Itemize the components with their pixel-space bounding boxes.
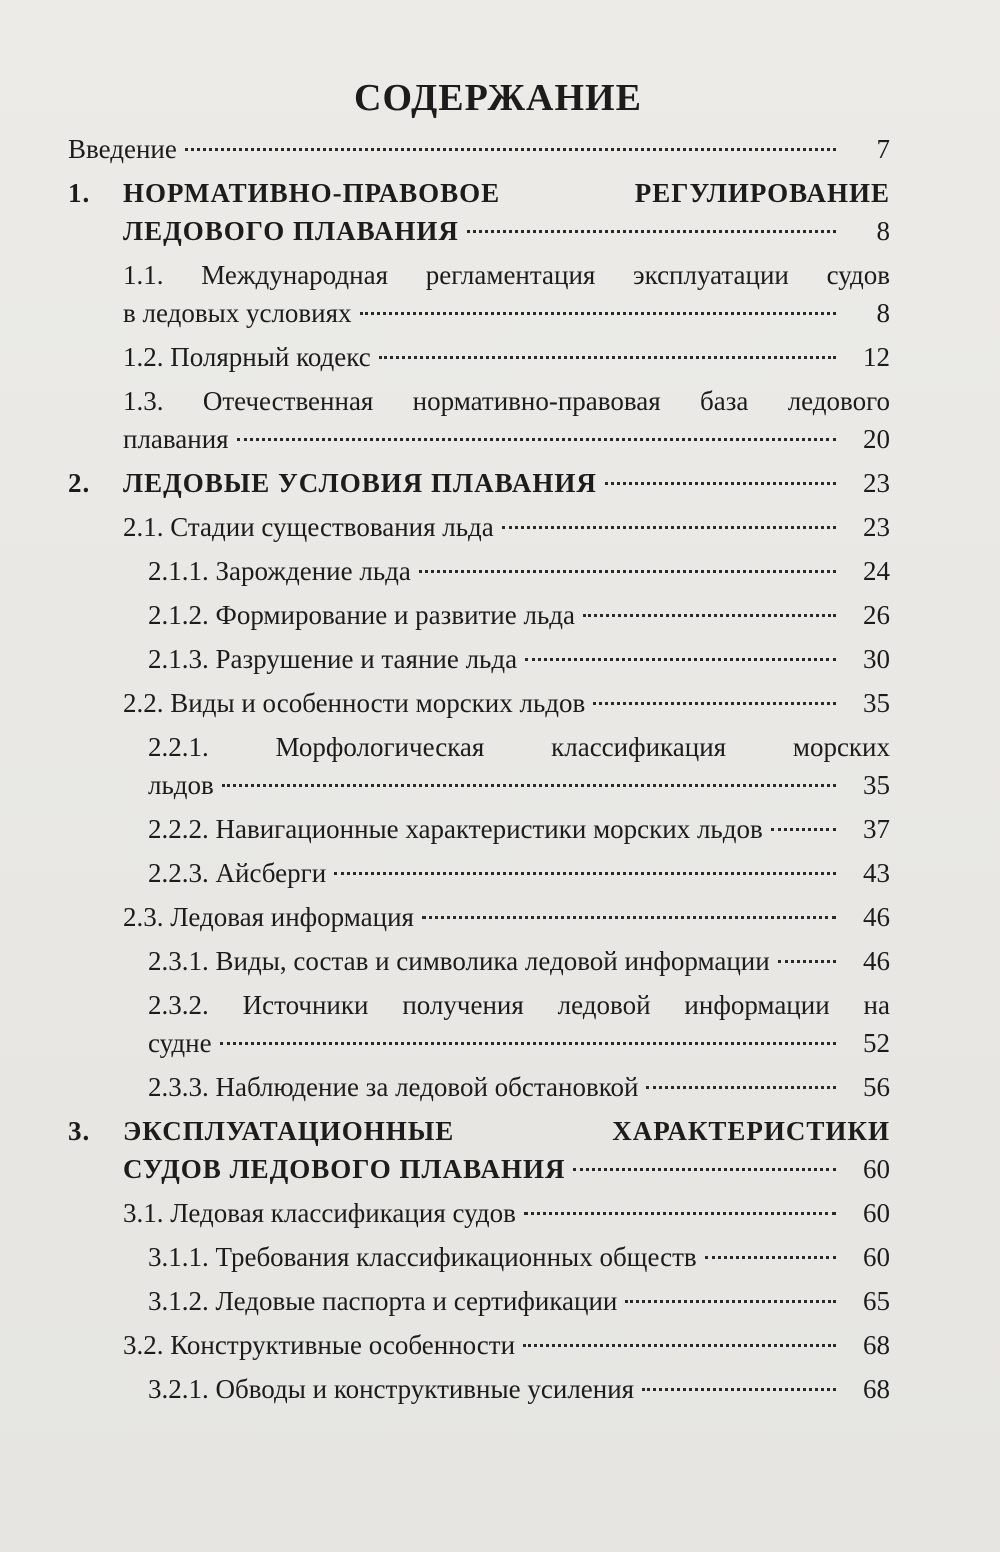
toc-entry-text: СУДОВ ЛЕДОВОГО ПЛАВАНИЯ xyxy=(123,1154,566,1184)
toc-entry xyxy=(68,1194,890,1232)
toc-entry-text: Введение xyxy=(68,134,177,164)
dot-leader xyxy=(334,872,836,875)
dot-leader xyxy=(502,526,836,529)
toc-entry xyxy=(68,338,890,376)
toc-entry-text: 3.2.1. Обводы и конструктивные усиления xyxy=(148,1374,635,1404)
toc-entry xyxy=(68,1068,890,1106)
dot-leader xyxy=(523,1344,836,1347)
toc-entry xyxy=(68,508,890,546)
toc-page-number: 8 xyxy=(876,298,890,328)
toc-page-number: 56 xyxy=(863,1072,890,1102)
dot-leader xyxy=(525,658,836,661)
toc-page-number: 12 xyxy=(863,342,890,372)
dot-leader xyxy=(222,784,836,787)
dot-leader xyxy=(524,1212,836,1215)
toc-page-number: 7 xyxy=(876,134,890,164)
toc-entry xyxy=(68,1326,890,1364)
dot-leader xyxy=(573,1168,836,1171)
toc-entry-text-line1: 2.2.1. Морфологическая классификация морских xyxy=(148,732,890,762)
page-title: СОДЕРЖАНИЕ xyxy=(354,77,642,119)
dot-leader xyxy=(705,1256,836,1259)
toc-entry-text: 3.1. Ледовая классификация судов xyxy=(123,1198,516,1228)
toc-page-number: 68 xyxy=(863,1374,890,1404)
toc-entry-text-line1: ЭКСПЛУАТАЦИОННЫЕ ХАРАКТЕРИСТИКИ xyxy=(123,1116,890,1146)
toc-page-number: 23 xyxy=(863,512,890,542)
toc-entry xyxy=(68,942,890,980)
table-of-contents xyxy=(68,130,890,1408)
toc-page-number: 60 xyxy=(863,1242,890,1272)
toc-entry xyxy=(68,986,890,1062)
toc-chapter-number: 2. xyxy=(68,468,91,498)
toc-entry xyxy=(68,1370,890,1408)
dot-leader xyxy=(605,482,836,485)
toc-page-number: 20 xyxy=(863,424,890,454)
dot-leader xyxy=(625,1300,836,1303)
dot-leader xyxy=(642,1388,836,1391)
toc-page-number: 46 xyxy=(863,946,890,976)
toc-entry-text: льдов xyxy=(148,770,214,800)
toc-entry-text: 2.2.3. Айсберги xyxy=(148,858,327,888)
toc-entry xyxy=(68,1238,890,1276)
toc-entry-text: 2.1. Стадии существования льда xyxy=(123,512,494,542)
toc-entry-text: 2.3.1. Виды, состав и символика ледовой информации xyxy=(148,946,770,976)
toc-entry-text: 2.2. Виды и особенности морских льдов xyxy=(123,688,586,718)
toc-entry-text: ЛЕДОВОГО ПЛАВАНИЯ xyxy=(123,216,459,246)
toc-entry-text: 2.1.1. Зарождение льда xyxy=(148,556,411,586)
toc-page-number: 26 xyxy=(863,600,890,630)
dot-leader xyxy=(646,1086,836,1089)
toc-chapter-number: 1. xyxy=(68,178,91,208)
toc-entry xyxy=(68,130,890,168)
toc-entry xyxy=(68,810,890,848)
toc-page-number: 35 xyxy=(863,688,890,718)
toc-chapter-number: 3. xyxy=(68,1116,91,1146)
dot-leader xyxy=(583,614,836,617)
toc-entry-text: судне xyxy=(148,1028,212,1058)
toc-entry-text: 2.3.3. Наблюдение за ледовой обстановкой xyxy=(148,1072,639,1102)
toc-entry xyxy=(68,640,890,678)
toc-page-number: 60 xyxy=(863,1198,890,1228)
toc-page-number: 35 xyxy=(863,770,890,800)
toc-page-number: 43 xyxy=(863,858,890,888)
toc-entry-text-line1: НОРМАТИВНО-ПРАВОВОЕ РЕГУЛИРОВАНИЕ xyxy=(123,178,890,208)
dot-leader xyxy=(379,356,836,359)
dot-leader xyxy=(360,312,836,315)
dot-leader xyxy=(778,960,836,963)
toc-page-number: 23 xyxy=(863,468,890,498)
dot-leader xyxy=(237,438,836,441)
toc-entry-text: в ледовых условиях xyxy=(123,298,352,328)
toc-entry xyxy=(68,256,890,332)
toc-entry-text: 2.3. Ледовая информация xyxy=(123,902,414,932)
toc-entry xyxy=(68,854,890,892)
toc-entry-text: 3.2. Конструктивные особенности xyxy=(123,1330,516,1360)
toc-entry xyxy=(68,898,890,936)
dot-leader xyxy=(185,148,836,151)
toc-entry xyxy=(68,552,890,590)
toc-entry xyxy=(68,684,890,722)
toc-entry-text: 3.1.2. Ледовые паспорта и сертификации xyxy=(148,1286,618,1316)
toc-page-number: 68 xyxy=(863,1330,890,1360)
toc-entry xyxy=(68,728,890,804)
toc-entry xyxy=(68,596,890,634)
dot-leader xyxy=(593,702,836,705)
toc-entry xyxy=(68,382,890,458)
toc-entry xyxy=(68,464,890,502)
toc-page-number: 8 xyxy=(876,216,890,246)
toc-entry-text-line1: 1.1. Международная регламентация эксплуатации судов xyxy=(123,260,890,290)
toc-entry xyxy=(68,1282,890,1320)
toc-page-number: 30 xyxy=(863,644,890,674)
dot-leader xyxy=(220,1042,836,1045)
toc-entry-text-line1: 2.3.2. Источники получения ледовой информации на xyxy=(148,990,890,1020)
dot-leader xyxy=(771,828,836,831)
toc-entry-text-line1: 1.3. Отечественная нормативно-правовая база ледового xyxy=(123,386,890,416)
toc-page-number: 60 xyxy=(863,1154,890,1184)
toc-page-number: 24 xyxy=(863,556,890,586)
toc-entry xyxy=(68,174,890,250)
toc-entry-text: 2.1.3. Разрушение и таяние льда xyxy=(148,644,518,674)
toc-page-number: 52 xyxy=(863,1028,890,1058)
toc-page-number: 37 xyxy=(863,814,890,844)
toc-entry-text: 2.1.2. Формирование и развитие льда xyxy=(148,600,576,630)
dot-leader xyxy=(422,916,836,919)
toc-page-number: 65 xyxy=(863,1286,890,1316)
dot-leader xyxy=(467,230,836,233)
toc-entry xyxy=(68,1112,890,1188)
toc-entry-text: плавания xyxy=(123,424,229,454)
toc-entry-text: ЛЕДОВЫЕ УСЛОВИЯ ПЛАВАНИЯ xyxy=(123,468,597,498)
toc-page-number: 46 xyxy=(863,902,890,932)
toc-entry-text: 3.1.1. Требования классификационных обществ xyxy=(148,1242,697,1272)
toc-entry-text: 1.2. Полярный кодекс xyxy=(123,342,371,372)
toc-entry-text: 2.2.2. Навигационные характеристики морских льдов xyxy=(148,814,763,844)
dot-leader xyxy=(419,570,836,573)
